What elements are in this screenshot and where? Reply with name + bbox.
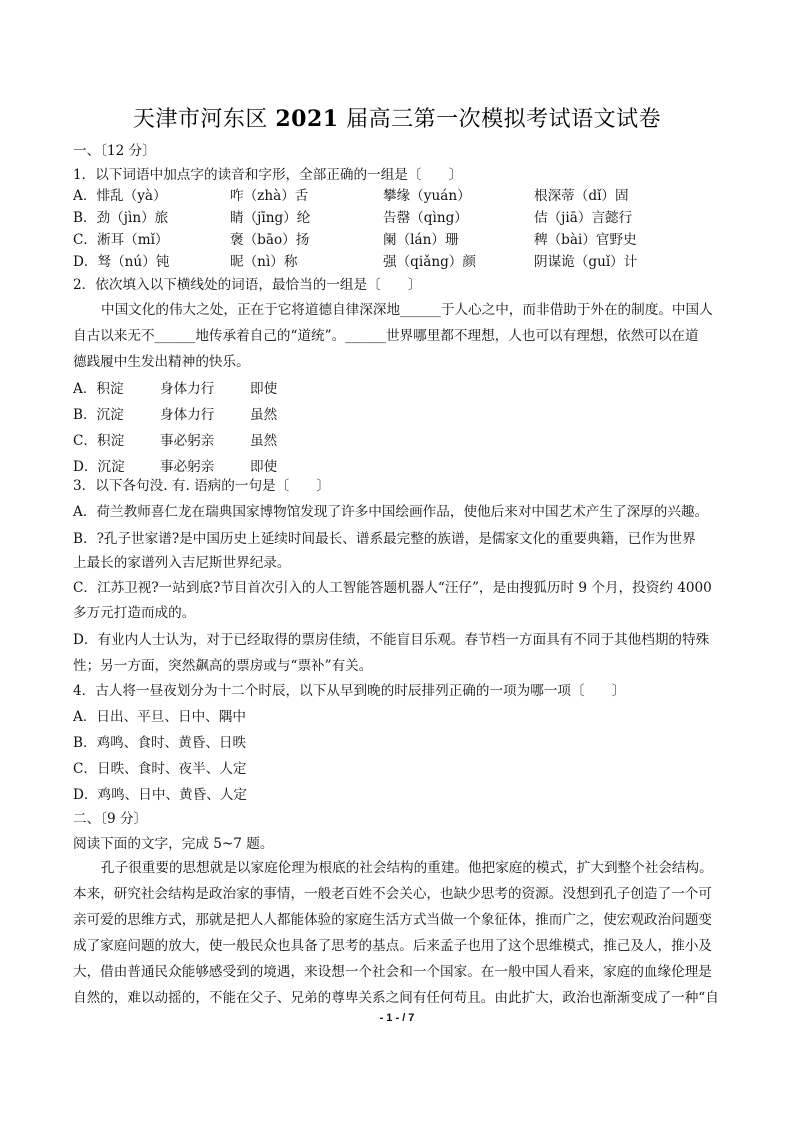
- section-2-heading: 二、〔9 分〕: [73, 811, 148, 827]
- passage-line: 大，借由普通民众能够感受到的境遇，来设想一个社会和一个国家。在一般中国人看来，家庭的血缘伦理是: [73, 964, 712, 980]
- q2-a-3: 即使: [250, 381, 278, 397]
- q1-b-3: 告罄（qìng）: [383, 210, 468, 226]
- q1-d-1: D．驽（nú）钝: [73, 254, 170, 270]
- q1-d-2: 昵（nì）称: [230, 254, 298, 270]
- q2-paragraph-line: 德践履中生发出精神的快乐。: [73, 354, 250, 370]
- q2-d-1: D．沉淀: [73, 459, 125, 475]
- q3-option-b-cont: 上最长的家谱列入吉尼斯世界纪录。: [73, 555, 291, 571]
- page-number: - 1 - / 7: [379, 1012, 415, 1024]
- q1-a-3: 攀缘（yuán）: [383, 188, 471, 204]
- reading-instruction: 阅读下面的文字，完成 5~7 题。: [73, 836, 274, 852]
- q1-c-4: 稗（bài）官野史: [534, 232, 637, 248]
- q1-c-1: C．淅耳（mǐ）: [73, 232, 169, 248]
- q3-option-a: A．荷兰教师喜仁龙在瑞典国家博物馆发现了许多中国绘画作品，使他后来对中国艺术产生了深厚的兴趣。: [73, 504, 709, 520]
- q4-option-d: D．鸡鸣、日中、黄昏、人定: [73, 787, 248, 803]
- q4-stem: 4．古人将一昼夜划分为十二个时辰，以下从早到晚的时辰排列正确的一项为哪一项〔 〕: [73, 683, 626, 699]
- q3-option-b: B．?孔子世家谱?是中国历史上延续时间最长、谱系最完整的族谱，是儒家文化的重要典籍，已作为世界: [73, 531, 696, 547]
- q2-a-1: A．积淀: [73, 381, 124, 397]
- q1-stem: 1．以下词语中加点字的读音和字形，全部正确的一组是〔 〕: [73, 167, 463, 183]
- q3-stem: 3．以下各句没. 有. 语病的一句是〔 〕: [73, 478, 331, 494]
- q1-a-1: A．悱乱（yà）: [73, 188, 167, 204]
- q3-option-d-cont: 性；另一方面，突然飙高的票房或与“票补”有关。: [73, 658, 373, 674]
- q2-stem: 2．依次填入以下横线处的词语，最恰当的一组是〔 〕: [73, 277, 422, 293]
- section-1-heading: 一、〔12 分〕: [73, 143, 156, 159]
- q4-option-b: B．鸡鸣、食时、黄昏、日昳: [73, 735, 247, 751]
- title-year: 2021: [275, 106, 339, 132]
- q1-b-1: B．劲（jìn）旅: [73, 210, 169, 226]
- q1-a-2: 咋（zhà）舌: [230, 188, 309, 204]
- title-post: 届高三第一次模拟考试语文试卷: [338, 107, 662, 132]
- q3-option-d: D．有业内人士认为，对于已经取得的票房佳绩，不能盲目乐观。春节档一方面具有不同于其他档期的特殊: [73, 632, 710, 648]
- q1-c-3: 阑（lán）珊: [383, 232, 459, 248]
- q1-d-4: 阴谋诡（guǐ）计: [534, 254, 638, 270]
- q1-a-4: 根深蒂（dǐ）固: [534, 188, 629, 204]
- title-pre: 天津市河东区: [132, 107, 276, 132]
- q2-paragraph-line: 中国文化的伟大之处，正在于它将道德自律深深地______于人心之中，而非借助于外在的制度。中国人: [101, 302, 713, 318]
- q2-c-1: C．积淀: [73, 433, 125, 449]
- q2-b-1: B．沉淀: [73, 407, 124, 423]
- passage-line: 孔子很重要的思想就是以家庭伦理为根底的社会结构的重建。他把家庭的模式，扩大到整个社会结构。: [101, 860, 713, 876]
- q2-b-3: 虽然: [250, 407, 278, 423]
- q1-b-4: 佶（jiā）言懿行: [534, 210, 633, 226]
- q2-d-2: 事必躬亲: [160, 459, 215, 475]
- q1-c-2: 褒（bāo）扬: [230, 232, 310, 248]
- q4-option-a: A．日出、平旦、日中、隅中: [73, 709, 246, 725]
- q3-option-c: C．江苏卫视?一站到底?节目首次引入的人工智能答题机器人“汪仔”，是由搜狐历时 9 个月，投资约 4000: [73, 580, 712, 596]
- q1-d-3: 强（qiǎng）颜: [383, 254, 476, 270]
- q2-paragraph-line: 自古以来无不______地传承着自己的“道统”。______世界哪里都不理想，人也可以有理想，依然可以在道: [73, 328, 699, 344]
- q2-a-2: 身体力行: [160, 381, 215, 397]
- page-title: [0, 102, 794, 133]
- passage-line: 亲可爱的思维方式，那就是把人人都能体验的家庭生活方式当做一个象征体，推而广之，使宏观政治问题变: [73, 912, 712, 928]
- passage-line: 成了家庭问题的放大，使一般民众也具备了思考的基点。后来孟子也用了这个思维模式，推己及人，推小及: [73, 938, 712, 954]
- q3-option-c-cont: 多万元打造而成的。: [73, 605, 196, 621]
- q2-c-3: 虽然: [250, 433, 278, 449]
- q4-option-c: C．日昳、食时、夜半、人定: [73, 761, 247, 777]
- q2-c-2: 事必躬亲: [160, 433, 215, 449]
- q2-b-2: 身体力行: [160, 407, 215, 423]
- passage-line: 自然的，难以动摇的，不能在父子、兄弟的尊卑关系之间有任何苟且。由此扩大，政治也渐渐变成了一种“自: [73, 990, 719, 1006]
- q2-d-3: 即使: [250, 459, 278, 475]
- q1-b-2: 睛（jīng）纶: [230, 210, 311, 226]
- passage-line: 本来，研究社会结构是政治家的事情，一般老百姓不会关心，也缺少思考的资源。没想到孔子创造了一个可: [73, 886, 712, 902]
